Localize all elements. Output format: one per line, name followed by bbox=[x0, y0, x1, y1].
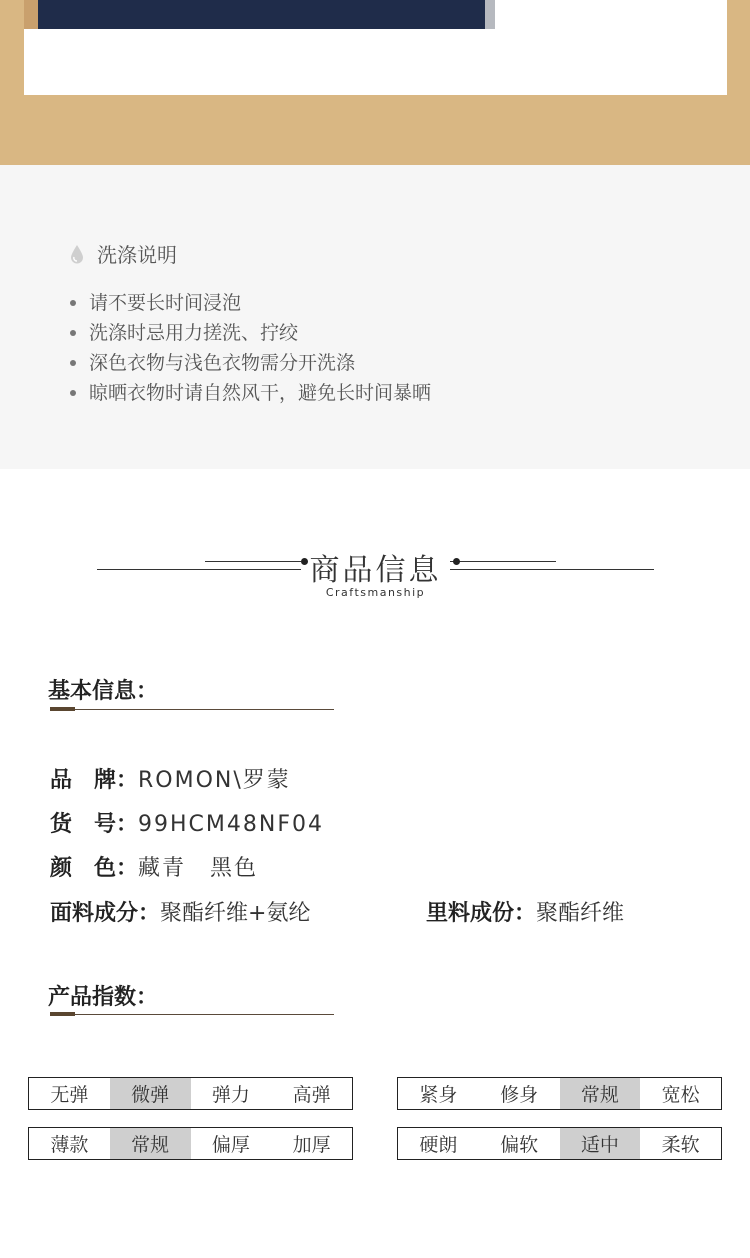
index-option: 宽松 bbox=[661, 1084, 700, 1106]
brand-row: 品 牌：ROMON\罗蒙 bbox=[50, 768, 291, 793]
fabric-row: 面料成分：聚酯纤维+氨纶 bbox=[50, 901, 311, 926]
lining-row: 里料成份：聚酯纤维 bbox=[426, 901, 625, 926]
rule-accent bbox=[50, 707, 75, 711]
washing-list bbox=[70, 288, 431, 408]
divider bbox=[50, 709, 334, 710]
list-item: 深色衣物与浅色衣物需分开洗涤 bbox=[70, 348, 431, 378]
fit-index bbox=[397, 1077, 722, 1110]
basic-info-label: 基本信息： bbox=[48, 679, 159, 704]
index-option: 偏软 bbox=[500, 1134, 539, 1156]
softness-index bbox=[397, 1127, 722, 1160]
section-title: 商品信息 bbox=[309, 553, 442, 588]
index-option: 微弹 bbox=[110, 1078, 191, 1109]
water-drop-icon bbox=[70, 244, 84, 264]
index-option: 修身 bbox=[500, 1084, 539, 1106]
thickness-index bbox=[28, 1127, 353, 1160]
product-info-header bbox=[97, 540, 654, 600]
section-subtitle: Craftsmanship bbox=[325, 586, 426, 599]
list-item: 请不要长时间浸泡 bbox=[70, 288, 431, 318]
index-option: 硬朗 bbox=[419, 1134, 458, 1156]
rule-accent bbox=[50, 1012, 75, 1016]
index-option: 常规 bbox=[110, 1128, 191, 1159]
index-option: 加厚 bbox=[292, 1134, 331, 1156]
bullet-icon bbox=[70, 330, 76, 336]
elasticity-index bbox=[28, 1077, 353, 1110]
product-index-label: 产品指数： bbox=[48, 985, 159, 1010]
divider bbox=[50, 1014, 334, 1015]
index-option: 柔软 bbox=[661, 1134, 700, 1156]
index-option: 紧身 bbox=[419, 1084, 458, 1106]
index-option: 薄款 bbox=[50, 1134, 89, 1156]
index-option: 偏厚 bbox=[211, 1134, 250, 1156]
list-item: 晾晒衣物时请自然风干，避免长时间暴晒 bbox=[70, 378, 431, 408]
washing-title-text: 洗涤说明 bbox=[97, 243, 177, 267]
list-item: 洗涤时忌用力搓洗、拧绞 bbox=[70, 318, 431, 348]
color-row: 颜 色：藏青 黑色 bbox=[50, 856, 259, 881]
bullet-icon bbox=[70, 300, 76, 306]
index-option: 弹力 bbox=[211, 1084, 250, 1106]
index-option: 常规 bbox=[560, 1078, 641, 1109]
washing-title bbox=[70, 239, 177, 268]
washing-instructions bbox=[0, 165, 750, 469]
bullet-icon bbox=[70, 360, 76, 366]
index-option: 高弹 bbox=[292, 1084, 331, 1106]
bullet-icon bbox=[70, 390, 76, 396]
index-option: 适中 bbox=[560, 1128, 641, 1159]
product-photo bbox=[24, 0, 495, 29]
sku-row: 货 号：99HCM48NF04 bbox=[50, 812, 324, 837]
index-option: 无弹 bbox=[50, 1084, 89, 1106]
